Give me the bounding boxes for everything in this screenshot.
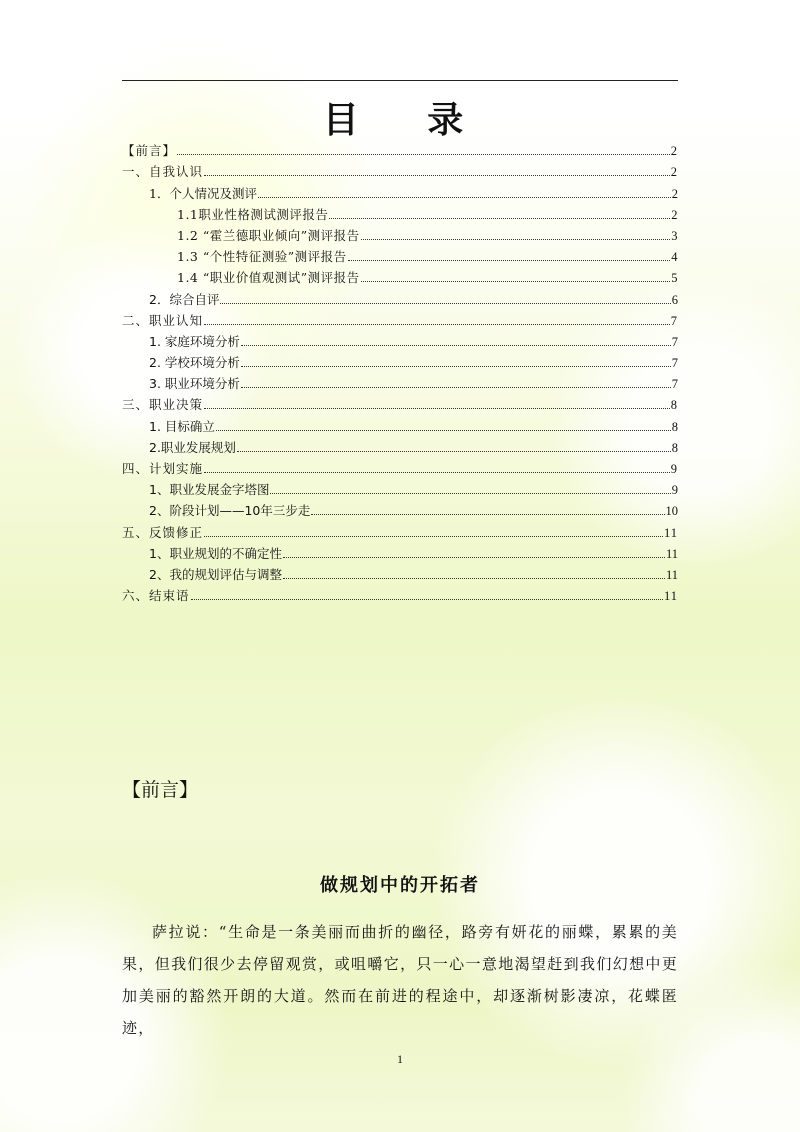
preface-heading: 【前言】 [122,779,199,801]
toc-dot-leader [311,514,664,515]
toc-entry-page: 11 [663,525,678,540]
toc-entry-page: 11 [665,567,678,582]
toc-dot-leader [361,281,671,282]
toc-entry-page: 7 [671,377,678,392]
toc-entry-page: 7 [671,334,678,349]
toc-entry-label: 1. 家庭环境分析 [149,333,240,349]
toc-dot-leader [237,451,671,452]
toc-entry-label: 六、结束语 [122,588,190,604]
toc-dot-leader [241,366,671,367]
toc-entry[interactable] [122,265,678,286]
toc-dot-leader [204,175,670,176]
toc-dot-leader [270,493,670,494]
toc-dot-leader [241,387,671,388]
toc-entry-page: 3 [671,228,678,243]
toc-entry-label: 1. 目标确立 [149,418,215,434]
header-rule [122,80,678,81]
toc-entry[interactable] [122,350,678,371]
toc-dot-leader [204,408,670,409]
page-number: 1 [397,1052,403,1066]
toc-entry-label: 1.3 “个性特征测验”测评报告 [177,249,347,265]
toc-entry-page: 7 [671,356,678,371]
toc-dot-leader [361,239,671,240]
toc-entry-label: 1.4 “职业价值观测试”测评报告 [177,270,360,286]
toc-dot-leader [204,472,670,473]
toc-entry[interactable] [122,202,678,223]
toc-entry[interactable] [122,308,678,329]
toc-dot-leader [216,430,671,431]
toc-entry-label: 三、职业决策 [122,397,204,413]
toc-entry-label: 1.1职业性格测试测评报告 [177,206,329,222]
toc-entry-label: 2、阶段计划——10年三步走 [149,503,311,519]
toc-entry-page: 11 [663,589,678,604]
toc-entry-page: 6 [671,292,678,307]
toc-dot-leader [220,303,670,304]
toc-entry[interactable] [122,392,678,413]
toc-entry-page: 8 [671,419,678,434]
toc-entry-page: 11 [665,546,678,561]
toc-dot-leader [204,324,670,325]
toc-entry-label: 2．综合自评 [149,291,220,307]
toc-dot-leader [191,599,663,600]
essay-paragraph: 萨拉说：“生命是一条美丽而曲折的幽径，路旁有妍花的丽蝶，累累的美果，但我们很少去停留观赏，或咀嚼它，只一心一意地渴望赶到我们幻想中更加美丽的豁然开朗的大道。然而在前进的程途中，却逐渐树影凄凉，花蝶匿迹， [122,923,678,1037]
toc-dot-leader [329,218,670,219]
toc-entry-label: 2.职业发展规划 [149,439,236,455]
toc-entry[interactable] [122,583,678,604]
toc-entry-label: 1.2 “霍兰德职业倾向”测评报告 [177,227,360,243]
toc-entry-label: 二、职业认知 [122,312,204,328]
toc-entry[interactable] [122,456,678,477]
toc-entry-page: 2 [671,186,678,201]
toc-entry-page: 10 [665,504,678,519]
toc-dot-leader [204,536,663,537]
toc-entry-label: 1、职业规划的不确定性 [149,545,282,561]
toc-entry-page: 5 [671,271,678,286]
toc-entry[interactable] [122,562,678,583]
essay-title: 做规划中的开拓者 [320,875,480,896]
toc-dot-leader [177,154,670,155]
toc-entry-page: 9 [670,462,678,476]
toc-entry-page: 7 [670,313,678,328]
toc-entry-label: 五、反馈修正 [122,524,204,540]
toc-entry-page: 2 [670,165,678,180]
toc-entry[interactable] [122,519,678,540]
toc-entry-page: 9 [671,483,678,498]
toc-entry-page: 2 [670,144,678,159]
toc-entry-label: 2. 学校环境分析 [149,355,240,371]
toc-entry-label: 一、自我认识 [122,164,204,180]
toc-entry[interactable] [122,498,678,519]
toc-dot-leader [258,197,671,198]
toc-entry[interactable] [122,371,678,392]
toc-entry-label: 1．个人情况及测评 [149,185,257,201]
toc-entry[interactable] [122,286,678,307]
toc-dot-leader [283,557,665,558]
toc-entry-label: 1、职业发展金字塔图 [149,482,270,498]
toc-entry-page: 8 [670,398,678,413]
toc-entry-label: 2、我的规划评估与调整 [149,566,282,582]
toc-entry[interactable] [122,413,678,434]
toc-entry[interactable] [122,244,678,265]
toc-dot-leader [241,345,671,346]
table-of-contents [122,138,678,604]
toc-entry[interactable] [122,180,678,201]
toc-entry[interactable] [122,541,678,562]
toc-entry-label: 四、计划实施 [122,461,204,476]
toc-entry-label: 3. 职业环境分析 [149,376,240,392]
toc-entry-page: 2 [671,207,678,222]
toc-entry[interactable] [122,223,678,244]
toc-entry[interactable] [122,329,678,350]
toc-entry-page: 8 [671,440,678,455]
toc-entry[interactable] [122,477,678,498]
toc-entry[interactable] [122,435,678,456]
toc-title: 目 录 [322,99,492,141]
toc-dot-leader [283,578,665,579]
toc-dot-leader [348,260,671,261]
toc-entry[interactable] [122,159,678,180]
toc-entry[interactable] [122,138,678,159]
toc-entry-page: 4 [671,250,678,265]
toc-entry-label: 【前言】 [122,143,177,159]
